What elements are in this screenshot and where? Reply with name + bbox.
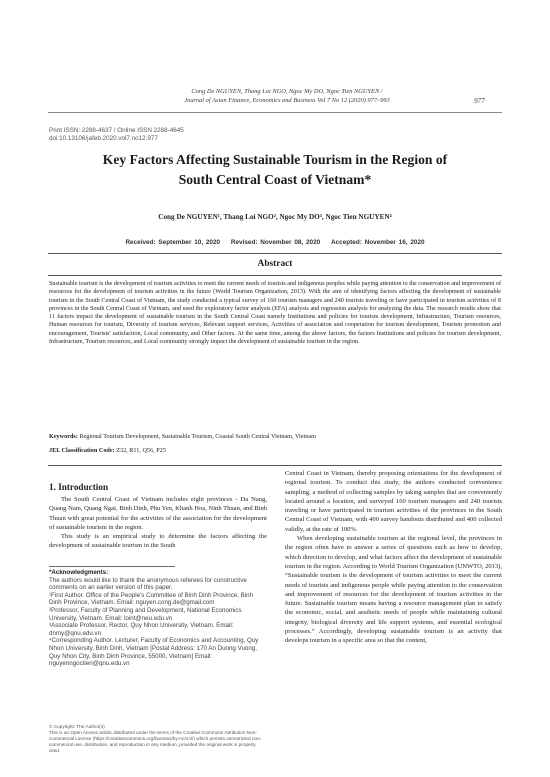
intro-paragraph: Central Coast in Vietnam, thereby proposing orientations for the development of regional tourism. To conduct this study, the authors conducted convenience sampling, a method of collecting samples by taking samples that are conveniently located around a location, and surveyed 160 tourism managers and 240 tourists traveling or have participated in tourism activities of the provinces in the South Central Coast of Vietnam, with 400 survey handouts distributed and 400 collected validly, at the rate of 100%. (285, 470, 502, 533)
section-heading-introduction: 1. Introduction (49, 482, 109, 492)
keywords-line (49, 433, 501, 441)
jel-value: Z32, R11, Q56, P25 (116, 447, 166, 454)
title-line-1: Key Factors Affecting Sustainable Tourism in the Region of (102, 152, 448, 167)
jel-line (49, 447, 501, 455)
abstract-heading: Abstract (257, 259, 293, 269)
footnote-2: ²Professor, Faculty of Planning and Development, National Economics University, Vietnam. Email: loint@neu.edu.vn (49, 606, 242, 622)
revised-date: Revised: November 08, 2020 (230, 239, 321, 246)
accepted-date: Accepted: November 16, 2020 (330, 239, 425, 246)
copyright-notice (49, 724, 267, 754)
abstract-bottom-rule (48, 465, 502, 466)
running-head-journal: Journal of Asian Finance, Economics and Business Vol 7 No 12 (2020) 977–993 (184, 96, 390, 104)
footnote-3: ³Associate Professor, Rector, Quy Nhon University, Vietnam. Email: dnmy@qnu.edu.vn (49, 622, 234, 637)
doi-line: doi:10.13106/jafeb.2020.vol7.no12.977 (49, 135, 158, 143)
footnotes (49, 569, 267, 668)
page-number: 977 (474, 97, 485, 105)
title-line-2: South Central Coast of Vietnam* (178, 172, 372, 187)
submission-dates (60, 239, 490, 246)
issn-line: Print ISSN: 2288-4637 / Online ISSN 2288-4645 (49, 127, 184, 134)
intro-paragraph: The South Central Coast of Vietnam includes eight provinces - Da Nang, Quang Nam, Quang Ngai, Binh Dinh, Phu Yen, Khanh Hoa, Ninh Thuan, and Binh Thuan with great potential for the activities of the association for the development of sustainable tourism in the region. (49, 496, 267, 531)
running-head (120, 88, 454, 105)
footnote-4: ⁴Corresponding Author. Lecturer, Faculty of Economics and Accounting, Quy Nhon University, Binh Dinh, Vietnam [Postal Address: 170 An Duong Vuong, Quy Nhon City, Binh Dinh Province, 55000, Vietnam] Email: nguyenngoctien@qnu.edu.vn (49, 637, 259, 668)
received-date: Received: September 10, 2020 (125, 239, 221, 246)
keywords-value: Regional Tourism Development, Sustainable Tourism, Coastal South Central Vietnam, Vietnam (79, 433, 316, 440)
jel-label: JEL Classification Code: (49, 447, 115, 454)
license-text: This is an Open Access article distributed under the terms of the Creative Commons Attribution Non-Commercial License (https://creativecommons.org/licenses/by-nc/4.0/) which permits unrestricted non-commercial use, distribution, and reproduction in any medium, provided the original work is properly cited. (49, 730, 262, 753)
intro-right-column (285, 469, 502, 646)
abstract-top-rule (48, 253, 502, 254)
acknowledgments-heading: *Acknowledgments: (49, 569, 109, 576)
footnote-divider (49, 566, 175, 567)
abstract-text: Sustainable tourism is the development of tourism activities to meet the current needs of tourists and indigenous peoples while paying attention to the conservation and improvement of resources for the development of tourism activities in the future (World Tourism Organization, 2013). With the aim of identifying factors affecting the development of sustainable tourism in the South Central Coast of Vietnam, the study conducted a typical survey of 160 tourism managers and 240 tourists traveling or have participated in tourism activities of 8 provinces in the South Central Coast of Vietnam, and used the exploratory factor analysis (EFA) analysis and regression analysis for analyzing the data. The research results show that 11 factors impact the development of sustainable tourism in the South Central Coast namely Institutions and policies for tourism development, Infrastructure, Tourism resources, Human resources for tourism, Diversity of tourism services, Relevant support services, Activities of association and cooperation for tourism development, Tourism promotion and encouragement, Tourists' satisfaction, Local community, and Other factors. At the same time, among the above factors, the factors Institutions and policies for tourism development, Infrastructure, Tourism resources, and Local community strongly impact the development of sustainable tourism in the region. (49, 281, 501, 346)
footnote-1: ¹First Author. Office of the People’s Committee of Binh Dinh Province, Binh Dinh Province, Vietnam. Email: nguyen.cong.de@gmail.com (49, 591, 254, 607)
abstract-heading-rule (48, 275, 502, 276)
intro-paragraph: This study is an empirical study to determine the factors affecting the development of sustainable tourism in the South (49, 533, 267, 550)
keywords-label: Keywords: (49, 433, 78, 440)
intro-paragraph: When developing sustainable tourism at the regional level, the provinces in the region often have to answer a series of questions such as how to develop, which direction to develop, and what factors affect the development of sustainable tourism in the region. According to World Tourism Organization (UNWTO, 2013), “Sustainable tourism is the development of tourism activities to meet the current needs of tourists and indigenous people while paying attention to the conservation and improvement of resources for the development of tourism activities in the future. Sustainable tourism means having a resource management plan to satisfy the economic, social, and aesthetic needs of people while maintaining cultural integrity, biological diversity and life support systems, and essential ecological processes.” Accordingly, developing sustainable tourism is an activity that develops tourism in a specific area so that the content, (285, 535, 502, 645)
paper-title (60, 150, 490, 190)
acknowledgments-text: The authors would like to thank the anonymous referees for constructive comments on an earlier version of this paper. (49, 576, 247, 592)
header-divider (48, 112, 502, 113)
copyright-line: © Copyright: The Author(s) (49, 724, 105, 729)
intro-left-column (49, 495, 267, 551)
running-head-authors: Cong De NGUYEN, Thang Loi NGO, Ngoc My DO, Ngoc Tien NGUYEN / (191, 88, 383, 95)
issn-block (49, 127, 184, 144)
author-list: Cong De NGUYEN¹, Thang Loi NGO², Ngoc My DO³, Ngoc Tien NGUYEN⁴ (158, 213, 392, 221)
